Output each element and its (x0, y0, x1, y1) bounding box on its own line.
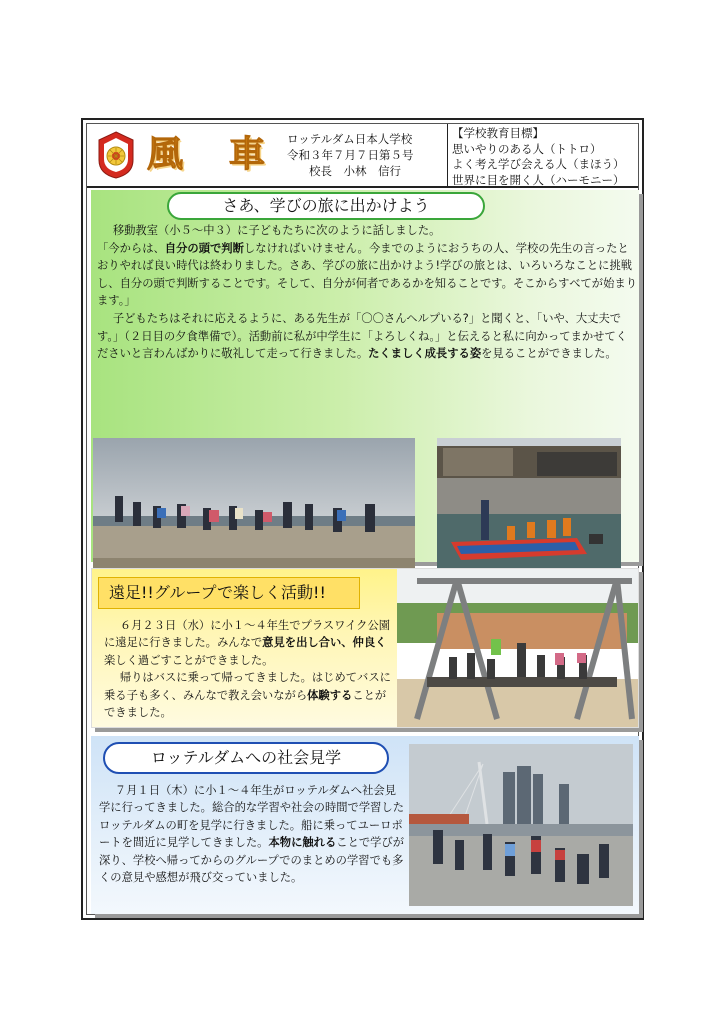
section2-body (104, 617, 394, 721)
school-info (287, 131, 414, 179)
rotterdam-group-photo (409, 744, 633, 906)
section3-title: ロッテルダムへの社会見学 (103, 742, 389, 774)
swing-group-photo (397, 569, 638, 727)
newsletter-page (81, 118, 644, 920)
section1-title: さあ、学びの旅に出かけよう (167, 192, 485, 220)
title-char-1: 風 (147, 133, 184, 175)
school-goals (447, 124, 638, 186)
school-emblem-icon (95, 130, 137, 180)
school-name: ロッテルダム日本人学校 (287, 132, 413, 146)
page-inner-border (86, 123, 639, 915)
section2-panel (92, 569, 397, 727)
section3-paragraph: ７月１日（木）に小１～４年生がロッテルダムへ社会見学に行ってきました。総合的な学習や社会の時間で学習したロッテルダムの町を見学に行きました。船に乗ってユーロポートを間近に見学してきました。本物に触れることで学びが深り、学校へ帰ってからのグループでのまとめの学習でも多くの意見や感想が飛び交っていました。 (99, 784, 405, 885)
section1-paragraph: 子どもたちはそれに応えるように、ある先生が「〇〇さんヘルプいる?」と聞くと、「いや、大丈夫です。」（２日目の夕食準備で）。活動前に私が中学生に「よろしくね。」と伝えると私に向かってまかせてくださいと言わんばかりに敬礼して走って行きました。たくましく成長する姿を見ることができました。 (97, 311, 628, 361)
section1-paragraph: 「今からは、自分の頭で判断しなければいけません。今までのようにおうちの人、学校の先生の言ったとおりやれば良い時代は終わりました。さあ、学びの旅に出かけよう!学びの旅とは、いろいろなことに挑戦し、自分の頭で判断することです。そして、自分が何者であるかを知ることです。そこからすべてが始まります。」 (97, 241, 637, 308)
newsletter-header (87, 124, 638, 188)
goal-item: 思いやりのある人（トトロ） (452, 141, 602, 156)
goal-item: 世界に目を開く人（ハーモニー） (452, 172, 625, 187)
section-social-study (91, 736, 639, 914)
title-char-2: 車 (229, 133, 266, 175)
section1-paragraph: 移動教室（小５～中３）に子どもたちに次のように話しました。 (112, 224, 441, 237)
section2-paragraph: 帰りはバスに乗って帰ってきました。はじめてバスに乗る子も多く、みんなで教え会いながら体験することができました。 (104, 671, 391, 720)
newsletter-title (147, 132, 287, 176)
principal-name: 校長 小林 信行 (309, 164, 401, 178)
goals-heading: 【学校教育目標】 (452, 126, 544, 140)
goal-item: よく考え学び会える人（まほう） (452, 157, 625, 171)
section-excursion (91, 568, 639, 728)
section1-body (97, 222, 637, 363)
section-study-trip (91, 190, 639, 562)
section2-title: 遠足!!グループで楽しく活動!! (98, 577, 360, 609)
section3-body (99, 782, 405, 886)
issue-info: 令和３年７月７日第５号 (287, 148, 414, 162)
section2-paragraph: ６月２３日（水）に小１～４年生でプラスワイク公園に遠足に行きました。みんなで意見を出し合い、仲良く楽しく過ごすことができました。 (104, 619, 391, 667)
